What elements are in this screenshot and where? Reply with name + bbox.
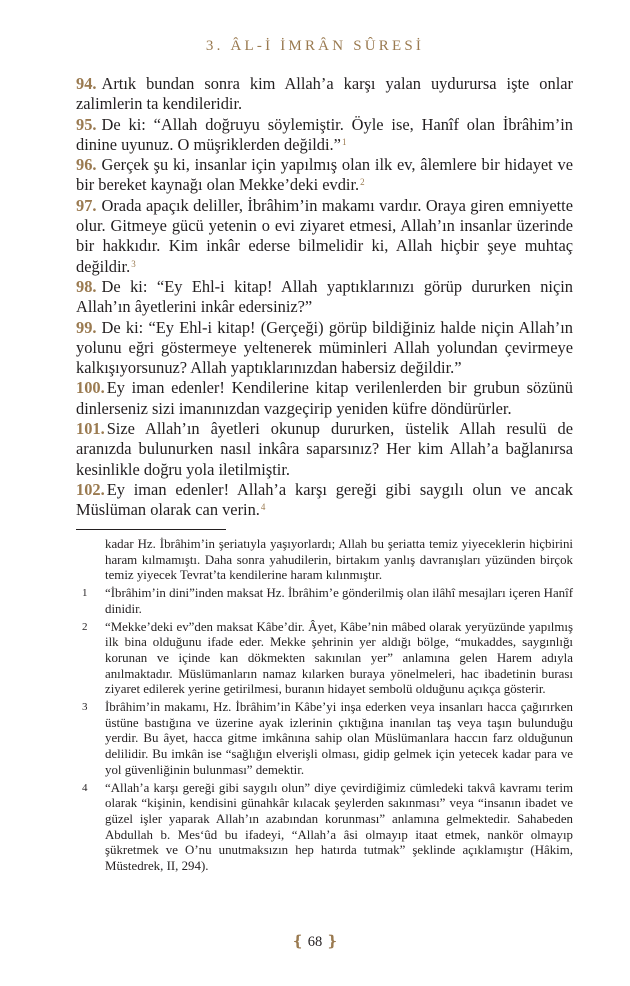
verse-99 — [76, 318, 573, 379]
verse-101 — [76, 419, 573, 480]
footnote-text: kadar Hz. İbrâhim’in şeriatıyla yaşıyorlardı; Allah bu şeriatta temiz yiyeceklerin hiçbirini haram kılmamıştı. Daha sonra yahudilerin, birtakım yanlış davranışları yüzünden birçok temiz yiyecek Tevrat’ta kendilerine haram kılınmıştır. — [105, 537, 573, 583]
footnote-number: 1 — [82, 587, 88, 600]
verse-96 — [76, 155, 573, 196]
verse-94 — [76, 74, 573, 115]
verse-number: 102. — [76, 479, 105, 499]
verse-text: De ki: “Ey Ehl-i kitap! Allah yaptıklarınızı görüp dururken niçin Allah’ın âyetlerini inkâr edersiniz?” — [76, 276, 573, 317]
footnote-number: 2 — [82, 620, 88, 633]
footnote-continuation — [76, 537, 573, 584]
footnote-1 — [76, 586, 573, 617]
verse-number: 96. — [76, 155, 97, 175]
page-footer — [0, 932, 630, 951]
footnote-ref: 2 — [360, 177, 365, 188]
footnote-ref: 1 — [341, 136, 347, 147]
footnote-divider — [76, 529, 226, 530]
verses-block — [76, 74, 573, 521]
verse-number: 101. — [76, 419, 105, 439]
ornament-left-icon: ❴ — [291, 934, 305, 950]
verse-text: Ey iman edenler! Allah’a karşı gereği gibi saygılı olun ve ancak Müslüman olarak can verin. — [76, 479, 573, 520]
verse-text: Artık bundan sonra kim Allah’a karşı yalan uydurursa işte onlar zalimlerin ta kendileridir. — [76, 74, 573, 114]
verse-102 — [76, 480, 573, 521]
footnotes-block — [76, 537, 573, 877]
verse-text: De ki: “Allah doğruyu söylemiştir. Öyle ise, Hanîf olan İbrâhim’in dinine uyunuz. O müşriklerden değildi.” — [76, 114, 573, 154]
footnote-text: İbrâhim’in makamı, Hz. İbrâhim’in Kâbe’yi inşa ederken veya insanları hacca çağırırken üstüne bastığına ve üzerine ayak izlerinin çıktığına inanılan taş veya taşın bulunduğu yerdir. Bu âyet, hacca gitme imkânına sahip olan Müslümanlara haccın farz olduğunun delilidir. Bu imkân ise “sağlığın elverişli olması, gidip gelmek için yetecek kadar para ve yol güvenliğinin bulunması” demektir. — [105, 700, 573, 777]
footnote-4 — [76, 781, 573, 875]
verse-number: 94. — [76, 74, 97, 93]
footnote-text: “İbrâhim’in dini”inden maksat Hz. İbrâhim’e gönderilmiş olan ilâhî mesajları içeren Hanîf dinidir. — [105, 586, 573, 616]
verse-text: Ey iman edenler! Kendilerine kitap verilenlerden bir grubun sözünü dinlerseniz sizi imanınızdan vazgeçirip yeniden küfre döndürürler. — [76, 378, 573, 418]
surah-title: 3. ÂL-İ İMRÂN SÛRESİ — [205, 38, 425, 54]
footnote-number: 4 — [82, 781, 88, 794]
verse-number: 97. — [76, 195, 97, 215]
verse-number: 98. — [76, 276, 97, 296]
verse-number: 100. — [76, 378, 105, 398]
footnote-3 — [76, 700, 573, 779]
verse-number: 95. — [76, 114, 97, 134]
footnote-number: 3 — [82, 701, 88, 714]
verse-97 — [76, 196, 573, 277]
footnote-ref: 3 — [131, 258, 136, 269]
verse-text: Size Allah’ın âyetleri okunup dururken, üstelik Allah resulü de aranızda bulunurken nasıl inkâra saparsınız? Her kim Allah’a bağlanırsa kesinlikle doğru yola iletilmiştir. — [76, 419, 573, 479]
verse-text: De ki: “Ey Ehl-i kitap! (Gerçeği) görüp bildiğiniz halde niçin Allah’ın yolunu eğri göstermeye yeltenerek müminleri Allah yolundan çevirmeye kalkışıyorsunuz? Allah yaptıklarınızdan habersiz değildir.” — [76, 317, 573, 378]
footnote-2 — [76, 620, 573, 699]
verse-text: Gerçek şu ki, insanlar için yapılmış olan ilk ev, âlemlere bir hidayet ve bir bereket kaynağı olan Mekke’deki evdir. — [76, 155, 573, 195]
footnote-text: “Mekke’deki ev”den maksat Kâbe’dir. Âyet, Kâbe’nin mâbed olarak yeryüzünde yapılmış ilk bina olduğunu ifade eder. Mekke şehrinin yer aldığı bölge, “mukaddes, saygınlığı korunan ve içinde kan dökmekten sakınılan yer” anlamına gelen Harem adıyla anılmaktadır. Müslümanların namaz kılarken buraya yönelmeleri, hac ibadetinin burası ziyaret edilerek yerine getirilmesi, buranın hidayet sembolü olduğunu açıkça gösterir. — [105, 619, 573, 697]
verse-95 — [76, 115, 573, 156]
verse-100 — [76, 378, 573, 419]
ornament-right-icon: ❵ — [325, 934, 339, 950]
footnote-ref: 4 — [260, 502, 266, 513]
verse-98 — [76, 277, 573, 318]
footnote-text: “Allah’a karşı gereği gibi saygılı olun” diye çevirdiğimiz cümledeki takvâ kavramı terim olarak “kişinin, kendisini günahkâr kılacak şeylerden sakınması” veya “insanın ibadet ve güzel işler yaparak Allah’ın azabından korunması” anlamına gelmektedir. Sahabeden Abdullah b. Mes‘ûd bu ifadeyi, “Allah’a âsi olmayıp itaat etmek, nankör olmayıp şükretmek ve O’nu unutmaksızın hep hatırda tutmak” şeklinde açıklamıştır (Hâkim, Müstedrek, II, 294). — [105, 780, 573, 874]
page-number: 68 — [307, 934, 323, 950]
verse-number: 99. — [76, 317, 97, 337]
verse-text: Orada apaçık deliller, İbrâhim’in makamı vardır. Oraya giren emniyette olur. Gitmeye gücü yetenin o evi ziyaret etmesi, Allah’ın insanlar üzerinde bir hakkıdır. Kim inkâr ederse bilmelidir ki, Allah hiçbir şeye muhtaç değildir. — [76, 195, 573, 276]
